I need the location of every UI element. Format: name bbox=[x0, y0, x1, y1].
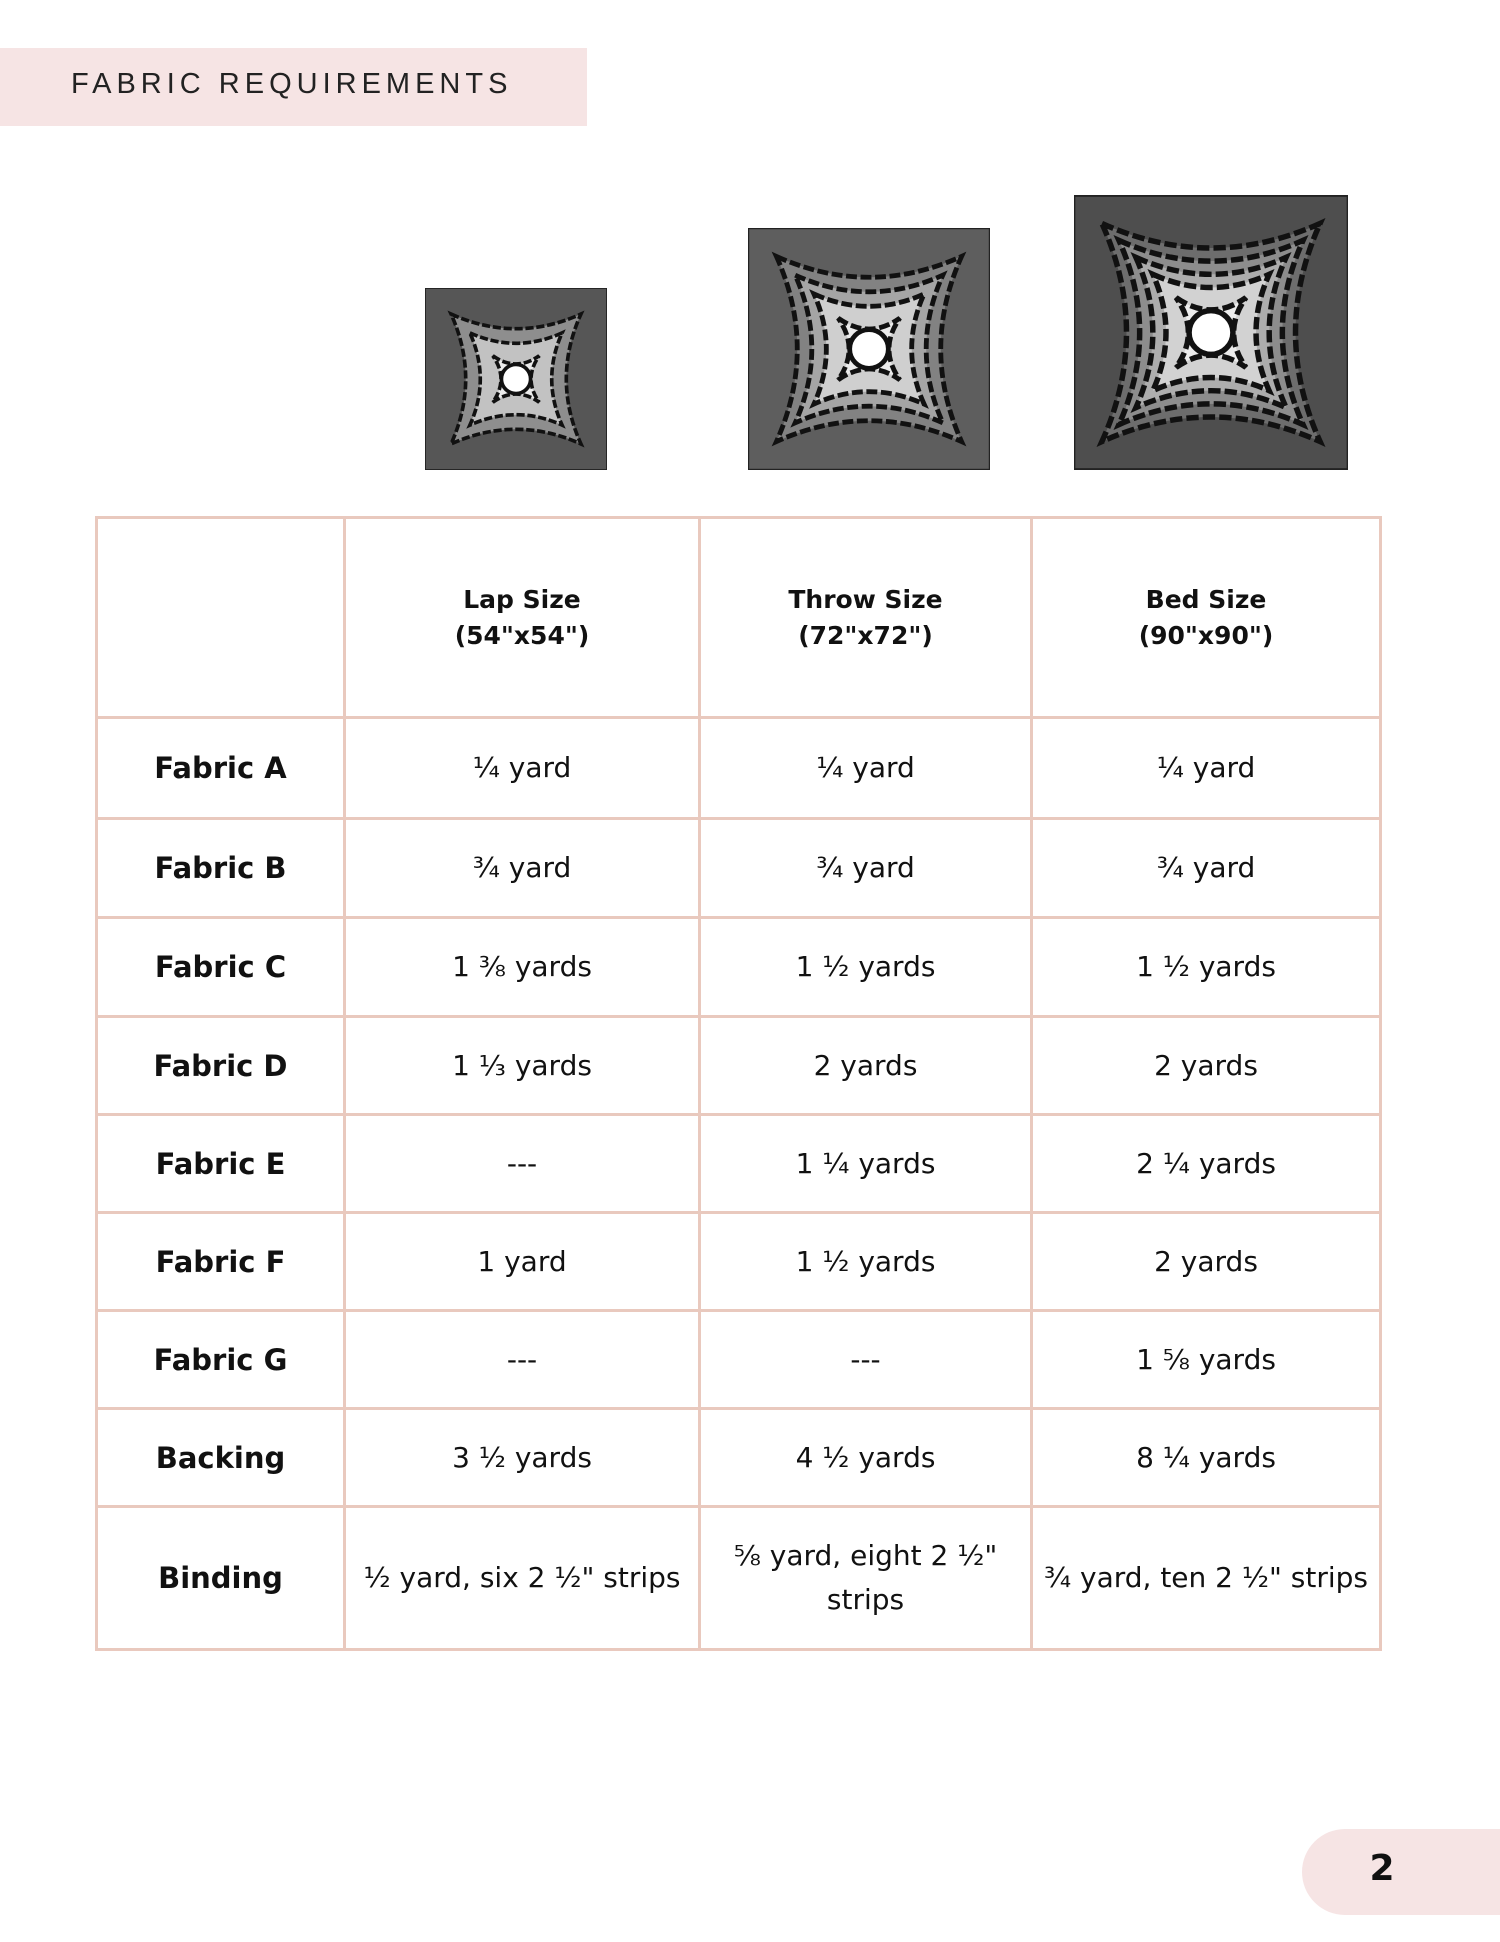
page-number: 2 bbox=[1369, 1848, 1395, 1889]
lap-quilt-svg bbox=[425, 288, 607, 470]
cell-value: ½ yard, six 2 ½" strips bbox=[345, 1507, 700, 1650]
column-header-lap bbox=[345, 518, 700, 718]
cell-value: ¾ yard bbox=[700, 819, 1032, 918]
cell-value: 2 yards bbox=[700, 1017, 1032, 1115]
cell-value: ¼ yard bbox=[345, 718, 700, 819]
throw-quilt-image bbox=[748, 228, 990, 470]
cell-value: ¼ yard bbox=[1032, 718, 1381, 819]
throw-quilt-svg bbox=[748, 228, 990, 470]
cell-value: ¼ yard bbox=[700, 718, 1032, 819]
cell-value: 1 ⅓ yards bbox=[345, 1017, 700, 1115]
column-dims: (72"x72") bbox=[798, 620, 933, 650]
cell-value: 2 yards bbox=[1032, 1017, 1381, 1115]
cell-value: 8 ¼ yards bbox=[1032, 1409, 1381, 1507]
row-label: Fabric C bbox=[97, 918, 345, 1017]
cell-value: 1 ¼ yards bbox=[700, 1115, 1032, 1213]
column-name: Lap Size bbox=[463, 584, 581, 614]
cell-value: ¾ yard bbox=[345, 819, 700, 918]
column-name: Throw Size bbox=[788, 584, 943, 614]
cell-value: 1 ½ yards bbox=[700, 1213, 1032, 1311]
fabric-requirements-table bbox=[95, 516, 1382, 1651]
cell-value: ¾ yard, ten 2 ½" strips bbox=[1032, 1507, 1381, 1650]
column-header-bed bbox=[1032, 518, 1381, 718]
cell-value: 1 ⅜ yards bbox=[345, 918, 700, 1017]
header-empty-cell bbox=[97, 518, 345, 718]
cell-value: 2 ¼ yards bbox=[1032, 1115, 1381, 1213]
cell-value: 1 ½ yards bbox=[700, 918, 1032, 1017]
cell-value: 4 ½ yards bbox=[700, 1409, 1032, 1507]
column-name: Bed Size bbox=[1145, 584, 1267, 614]
table-row bbox=[97, 1409, 1381, 1507]
cell-value: --- bbox=[700, 1311, 1032, 1409]
quilt-center-circle bbox=[850, 330, 889, 369]
bed-quilt-svg bbox=[1074, 195, 1348, 470]
column-header-throw bbox=[700, 518, 1032, 718]
row-label: Fabric F bbox=[97, 1213, 345, 1311]
row-label: Binding bbox=[97, 1507, 345, 1650]
row-label: Fabric G bbox=[97, 1311, 345, 1409]
table-row bbox=[97, 918, 1381, 1017]
column-dims: (90"x90") bbox=[1138, 620, 1274, 650]
quilt-center-circle bbox=[501, 364, 530, 393]
table-row bbox=[97, 1213, 1381, 1311]
cell-value: 2 yards bbox=[1032, 1213, 1381, 1311]
cell-value: --- bbox=[345, 1311, 700, 1409]
cell-value: 3 ½ yards bbox=[345, 1409, 700, 1507]
column-dims: (54"x54") bbox=[454, 620, 590, 650]
table-header-row bbox=[97, 518, 1381, 718]
cell-value: 1 ⅝ yards bbox=[1032, 1311, 1381, 1409]
page-title: FABRIC REQUIREMENTS bbox=[71, 68, 513, 100]
table-row bbox=[97, 819, 1381, 918]
cell-value: ¾ yard bbox=[1032, 819, 1381, 918]
quilt-center-circle bbox=[1189, 311, 1233, 355]
cell-value: 1 yard bbox=[345, 1213, 700, 1311]
table-row bbox=[97, 718, 1381, 819]
table-row bbox=[97, 1017, 1381, 1115]
table-row bbox=[97, 1507, 1381, 1650]
row-label: Backing bbox=[97, 1409, 345, 1507]
bed-quilt-image bbox=[1074, 195, 1348, 470]
table-row bbox=[97, 1115, 1381, 1213]
cell-value: 1 ½ yards bbox=[1032, 918, 1381, 1017]
table-row bbox=[97, 1311, 1381, 1409]
row-label: Fabric B bbox=[97, 819, 345, 918]
lap-quilt-image bbox=[425, 288, 607, 470]
cell-value: ⅝ yard, eight 2 ½" strips bbox=[700, 1507, 1032, 1650]
row-label: Fabric A bbox=[97, 718, 345, 819]
row-label: Fabric E bbox=[97, 1115, 345, 1213]
cell-value: --- bbox=[345, 1115, 700, 1213]
row-label: Fabric D bbox=[97, 1017, 345, 1115]
